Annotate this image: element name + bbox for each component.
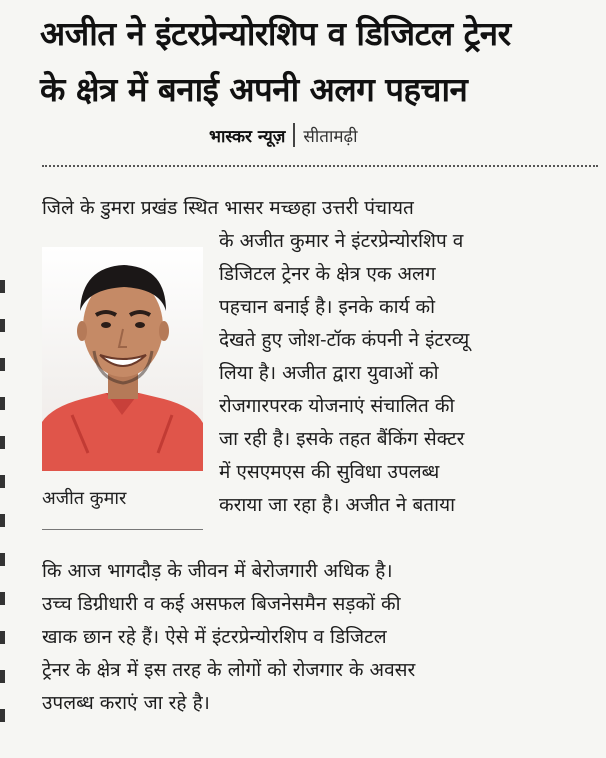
body-paragraph-wrap — [219, 225, 591, 522]
caption-rule — [42, 529, 203, 530]
headline-line-2: के क्षेत्र में बनाई अपनी अलग पहचान — [40, 70, 468, 109]
person-portrait-icon — [42, 247, 203, 471]
photo-caption: अजीत कुमार — [42, 488, 127, 509]
adjacent-column-edge — [0, 280, 8, 740]
portrait-photo — [42, 247, 203, 471]
body-line: जा रही है। इसके तहत बैंकिंग सेक्टर — [219, 428, 465, 450]
body-line: पहचान बनाई है। इनके कार्य को — [219, 296, 436, 318]
body-line: रोजगारपरक योजनाएं संचालित की — [219, 395, 455, 417]
body-paragraph-top — [42, 192, 594, 225]
body-line: जिले के डुमरा प्रखंड स्थित भासर मच्छहा उत्तरी पंचायत — [42, 197, 414, 219]
body-line: ट्रेनर के क्षेत्र में इस तरह के लोगों को रोजगार के अवसर — [42, 659, 416, 681]
body-line: लिया है। अजीत द्वारा युवाओं को — [219, 362, 439, 384]
body-paragraph-bottom — [42, 555, 594, 720]
dotted-divider — [42, 165, 598, 167]
body-line: उच्च डिग्रीधारी व कई असफल बिजनेसमैन सड़कों की — [42, 593, 401, 615]
body-line: उपलब्ध कराएं जा रहे है। — [42, 692, 210, 714]
headline-line-1: अजीत ने इंटरप्रेन्योरशिप व डिजिटल ट्रेनर — [40, 14, 511, 53]
body-line: देखते हुए जोश-टॉक कंपनी ने इंटरव्यू — [219, 329, 470, 351]
headline — [40, 6, 600, 118]
body-line: खाक छान रहे हैं। ऐसे में इंटरप्रेन्योरशिप व डिजिटल — [42, 626, 387, 648]
body-line: कराया जा रहा है। अजीत ने बताया — [219, 494, 456, 516]
byline-separator — [293, 123, 295, 147]
body-line: कि आज भागदौड़ के जीवन में बेरोजगारी अधिक है। — [42, 560, 393, 582]
body-line: के अजीत कुमार ने इंटरप्रेन्योरशिप व — [219, 230, 464, 252]
byline-agency: भास्कर न्यूज़ — [209, 126, 286, 147]
body-line: में एसएमएस की सुविधा उपलब्ध — [219, 461, 440, 483]
byline-place: सीतामढ़ी — [303, 126, 358, 147]
byline — [209, 118, 358, 152]
body-line: डिजिटल ट्रेनर के क्षेत्र एक अलग — [219, 263, 436, 285]
